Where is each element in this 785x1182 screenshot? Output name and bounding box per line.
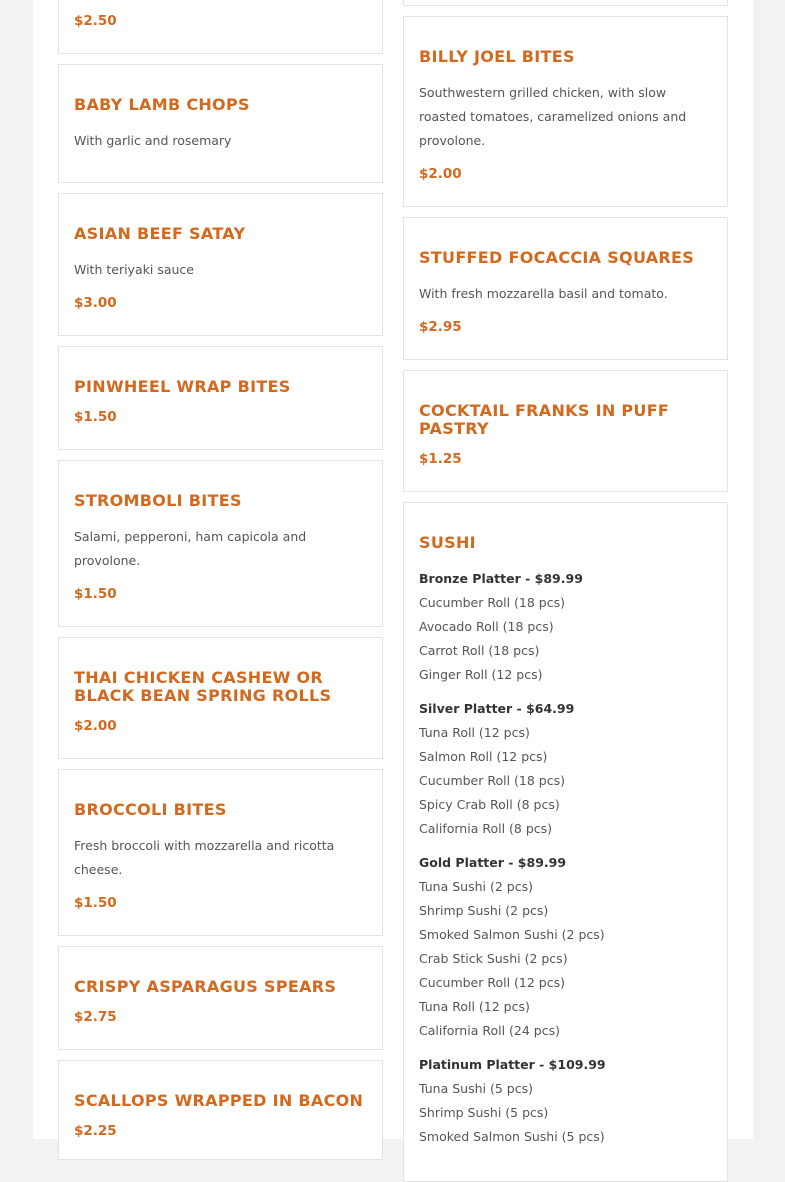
menu-card <box>58 1060 383 1160</box>
item-description: With fresh mozzarella basil and tomato. <box>419 286 668 301</box>
menu-card <box>58 346 383 450</box>
item-description: Salami, pepperoni, ham capicola and provolone. <box>74 529 307 568</box>
platter-item: Cucumber Roll (18 pcs) <box>419 773 566 788</box>
platter-item: Tuna Sushi (2 pcs) <box>419 879 533 894</box>
sushi-card <box>403 502 728 1182</box>
platter-item: Crab Stick Sushi (2 pcs) <box>419 951 568 966</box>
platter-item: Carrot Roll (18 pcs) <box>419 643 540 658</box>
item-title: STROMBOLI BITES <box>74 491 242 510</box>
platter-item: Tuna Roll (12 pcs) <box>419 999 530 1014</box>
platter-item: Ginger Roll (12 pcs) <box>419 667 543 682</box>
platter-item: Spicy Crab Roll (8 pcs) <box>419 797 560 812</box>
platter-item: Salmon Roll (12 pcs) <box>419 749 548 764</box>
menu-page <box>33 0 753 1144</box>
menu-card <box>403 370 728 492</box>
item-price: $2.95 <box>419 319 462 335</box>
platter-item: Smoked Salmon Sushi (5 pcs) <box>419 1129 605 1144</box>
platter-item: Tuna Sushi (5 pcs) <box>419 1081 533 1096</box>
platter-item: Tuna Roll (12 pcs) <box>419 725 530 740</box>
platter-item: Smoked Salmon Sushi (2 pcs) <box>419 927 605 942</box>
menu-card <box>403 217 728 360</box>
platter-platinum <box>419 1053 717 1149</box>
menu-card <box>58 193 383 336</box>
platter-gold <box>419 851 717 1043</box>
platter-item: Cucumber Roll (18 pcs) <box>419 595 566 610</box>
item-price: $1.25 <box>419 451 462 467</box>
platter-item: California Roll (24 pcs) <box>419 1023 560 1038</box>
item-description: Fresh broccoli with mozzarella and ricotta cheese. <box>74 838 335 877</box>
platter-item: Shrimp Sushi (5 pcs) <box>419 1105 549 1120</box>
item-title: CRISPY ASPARAGUS SPEARS <box>74 977 337 996</box>
item-title: STUFFED FOCACCIA SQUARES <box>419 248 695 267</box>
item-title: COCKTAIL FRANKS IN PUFF PASTRY <box>419 401 670 438</box>
menu-card <box>58 946 383 1050</box>
item-price: $2.00 <box>74 718 117 734</box>
platter-item: Cucumber Roll (12 pcs) <box>419 975 566 990</box>
menu-card <box>58 460 383 627</box>
item-price: $1.50 <box>74 586 117 602</box>
item-title: PINWHEEL WRAP BITES <box>74 377 291 396</box>
platter-name: Bronze Platter - $89.99 <box>419 571 583 586</box>
platter-item: California Roll (8 pcs) <box>419 821 553 836</box>
item-title: SCALLOPS WRAPPED IN BACON <box>74 1091 364 1110</box>
platter-name: Platinum Platter - $109.99 <box>419 1057 606 1072</box>
item-price: $1.50 <box>74 409 117 425</box>
item-title: BABY LAMB CHOPS <box>74 95 250 114</box>
platter-bronze <box>419 567 717 687</box>
platter-name: Gold Platter - $89.99 <box>419 855 567 870</box>
menu-card <box>58 64 383 183</box>
item-price: $3.00 <box>74 295 117 311</box>
item-price: $2.50 <box>74 13 117 29</box>
platter-item: Avocado Roll (18 pcs) <box>419 619 554 634</box>
item-price: $2.00 <box>419 166 462 182</box>
sushi-title: SUSHI <box>419 533 476 552</box>
menu-card <box>58 0 383 54</box>
item-title: BROCCOLI BITES <box>74 800 227 819</box>
item-price: $2.25 <box>74 1123 117 1139</box>
item-description: With teriyaki sauce <box>74 262 194 277</box>
menu-card <box>58 637 383 759</box>
menu-card <box>403 0 728 6</box>
platter-name: Silver Platter - $64.99 <box>419 701 575 716</box>
platter-silver <box>419 697 717 841</box>
item-description: With garlic and rosemary <box>74 133 232 148</box>
item-description: Southwestern grilled chicken, with slow roasted tomatoes, caramelized onions and provolone. <box>419 85 687 148</box>
item-title: THAI CHICKEN CASHEW OR BLACK BEAN SPRING ROLLS <box>74 668 332 705</box>
item-title: ASIAN BEEF SATAY <box>74 224 246 243</box>
item-price: $1.50 <box>74 895 117 911</box>
item-title: BILLY JOEL BITES <box>419 47 575 66</box>
platter-item: Shrimp Sushi (2 pcs) <box>419 903 549 918</box>
menu-card <box>58 769 383 936</box>
item-price: $2.75 <box>74 1009 117 1025</box>
menu-card <box>403 16 728 207</box>
